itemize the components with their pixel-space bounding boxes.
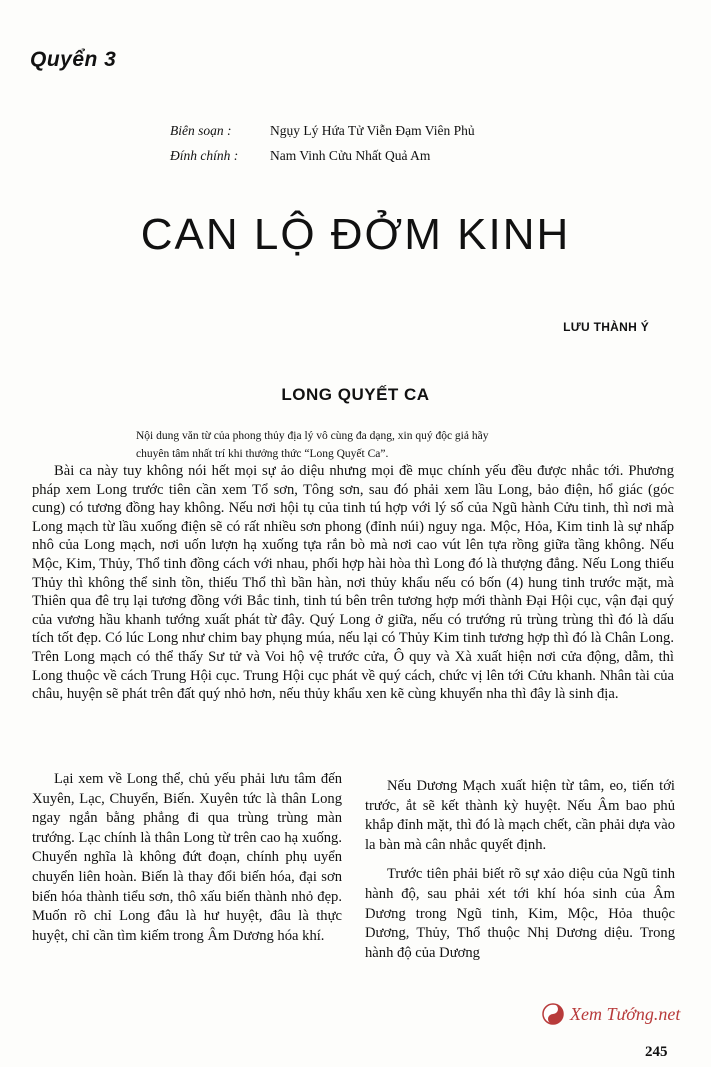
paragraph: Nếu Dương Mạch xuất hiện từ tâm, eo, tiến tới trước, ắt sẽ kết thành kỳ huyệt. Nếu Âm bao phủ khắp đỉnh mặt, thì đó là mạch chết, cần phải dựa vào la bàn mà cân nhắc quyết định. — [365, 778, 675, 853]
main-paragraph — [32, 462, 674, 704]
intro-line: Nội dung văn từ của phong thủy địa lý vô cùng đa dạng, xin quý độc giả hãy — [136, 430, 489, 442]
intro-note — [136, 427, 576, 463]
credits — [170, 118, 475, 168]
volume-label: Quyển 3 — [30, 48, 117, 71]
left-column — [32, 770, 342, 956]
author: LƯU THÀNH Ý — [563, 320, 649, 334]
intro-line: chuyên tâm nhất trí khi thưởng thức “Long Quyết Ca”. — [136, 448, 389, 460]
paragraph: Trước tiên phải biết rõ sự xảo diệu của Ngũ tinh hành độ, sau phải xét tới khí hóa sinh của Âm Dương trong Ngũ tinh, Kim, Mộc, Hỏa thuộc Dương, Thủy, Thổ thuộc Nhị Dương diệu. Trong hành độ của Dương — [365, 866, 675, 961]
credit-row-editor — [170, 118, 475, 143]
credit-role: Biên soạn : — [170, 123, 232, 138]
yin-yang-icon — [542, 1003, 564, 1025]
right-column — [365, 777, 675, 973]
paragraph: Bài ca này tuy không nói hết mọi sự ảo diệu nhưng mọi đề mục chính yếu đều được nhắc tới. Phương pháp xem Long trước tiên cần xem Tổ sơn, Tông sơn, sau đó phải xem lầu Long, bảo điện, hổ giác (góc cung) có tương đồng hay không. Nếu nơi hội tụ của tinh tú hợp với lý số của Ngũ hành Cửu tinh, thì nơi mà Long mạch từ lầu xuống điện sẽ có rất nhiều sơn phong (đỉnh núi) nguy nga. Mộc, Hỏa, Kim tinh là sự nhấp nhô của Long mạch, nơi uốn lượn hạ xuống tựa rắn bò mà nơi cao vút lên tựa rồng giữa tầng không. Nếu Mộc, Kim, Thủy, Thổ tinh đồng cách với nhau, phối hợp hài hòa thì Long đó là thượng đẳng. Nếu Long thiếu Thủy thì không thể sinh tồn, thiếu Thổ thì bần hàn, nơi thủy khẩu nếu có bốn (4) hung tinh trước mặt, mà Thiên qua đê trụ lại tương đồng với Bắc tinh, tinh tú bên trên tương hợp mới thành Đại Hội cục, vận đại quý của vương hầu khanh tướng xuất phát từ đây. Quý Long ở giữa, nếu có trướng rủ trùng trùng thì đó là dấu tích tốt đẹp. Có lúc Long như chim bay phụng múa, nếu lại có Thủy Kim tinh tương hợp thì đó là Chân Long. Trên Long mạch có thể thấy Sư tử và Voi hộ vệ trước cửa, Ô quy và Xà xuất hiện nơi cửa động, dẫm, thì Long thuộc về cách Trung Hội cục. Trung Hội cục phát về quý cách, chức vị lên tới Cửu khanh. Nhân tài của châu, huyện sẽ phát trên đất quý nhỏ hơn, nếu thủy khẩu xen kẽ cùng khuyển nha thì đây là sinh địa. — [32, 463, 674, 703]
credit-name: Nam Vinh Cửu Nhất Quả Am — [270, 148, 431, 163]
watermark-text: Xem Tướng.net — [570, 1003, 681, 1024]
credit-row-corrector — [170, 143, 475, 168]
page-number: 245 — [645, 1044, 668, 1060]
credit-role: Đính chính : — [170, 148, 239, 163]
watermark — [542, 1003, 680, 1025]
paragraph: Lại xem về Long thể, chủ yếu phải lưu tâm đến Xuyên, Lạc, Chuyển, Biến. Xuyên tức là thân Long ngay ngắn bằng phẳng đi qua trùng trùng màn trướng. Lạc chính là thân Long từ trên cao hạ xuống. Chuyển nghĩa là không đứt đoạn, chính phụ uyển chuyển liên hoàn. Biến là thay đổi biến hóa, đại sơn biến hóa thành tiểu sơn, thô xấu biến thành nhỏ đẹp. Muốn rõ chỉ Long đâu là hư huyệt, đâu là thực huyệt, chỉ cần tìm kiếm trong Âm Dương hóa khí. — [32, 771, 342, 944]
section-title: LONG QUYẾT CA — [281, 385, 430, 404]
credit-name: Ngụy Lý Hứa Tử Viễn Đạm Viên Phủ — [270, 123, 475, 138]
book-title: CAN LỘ ĐỞM KINH — [140, 210, 571, 259]
